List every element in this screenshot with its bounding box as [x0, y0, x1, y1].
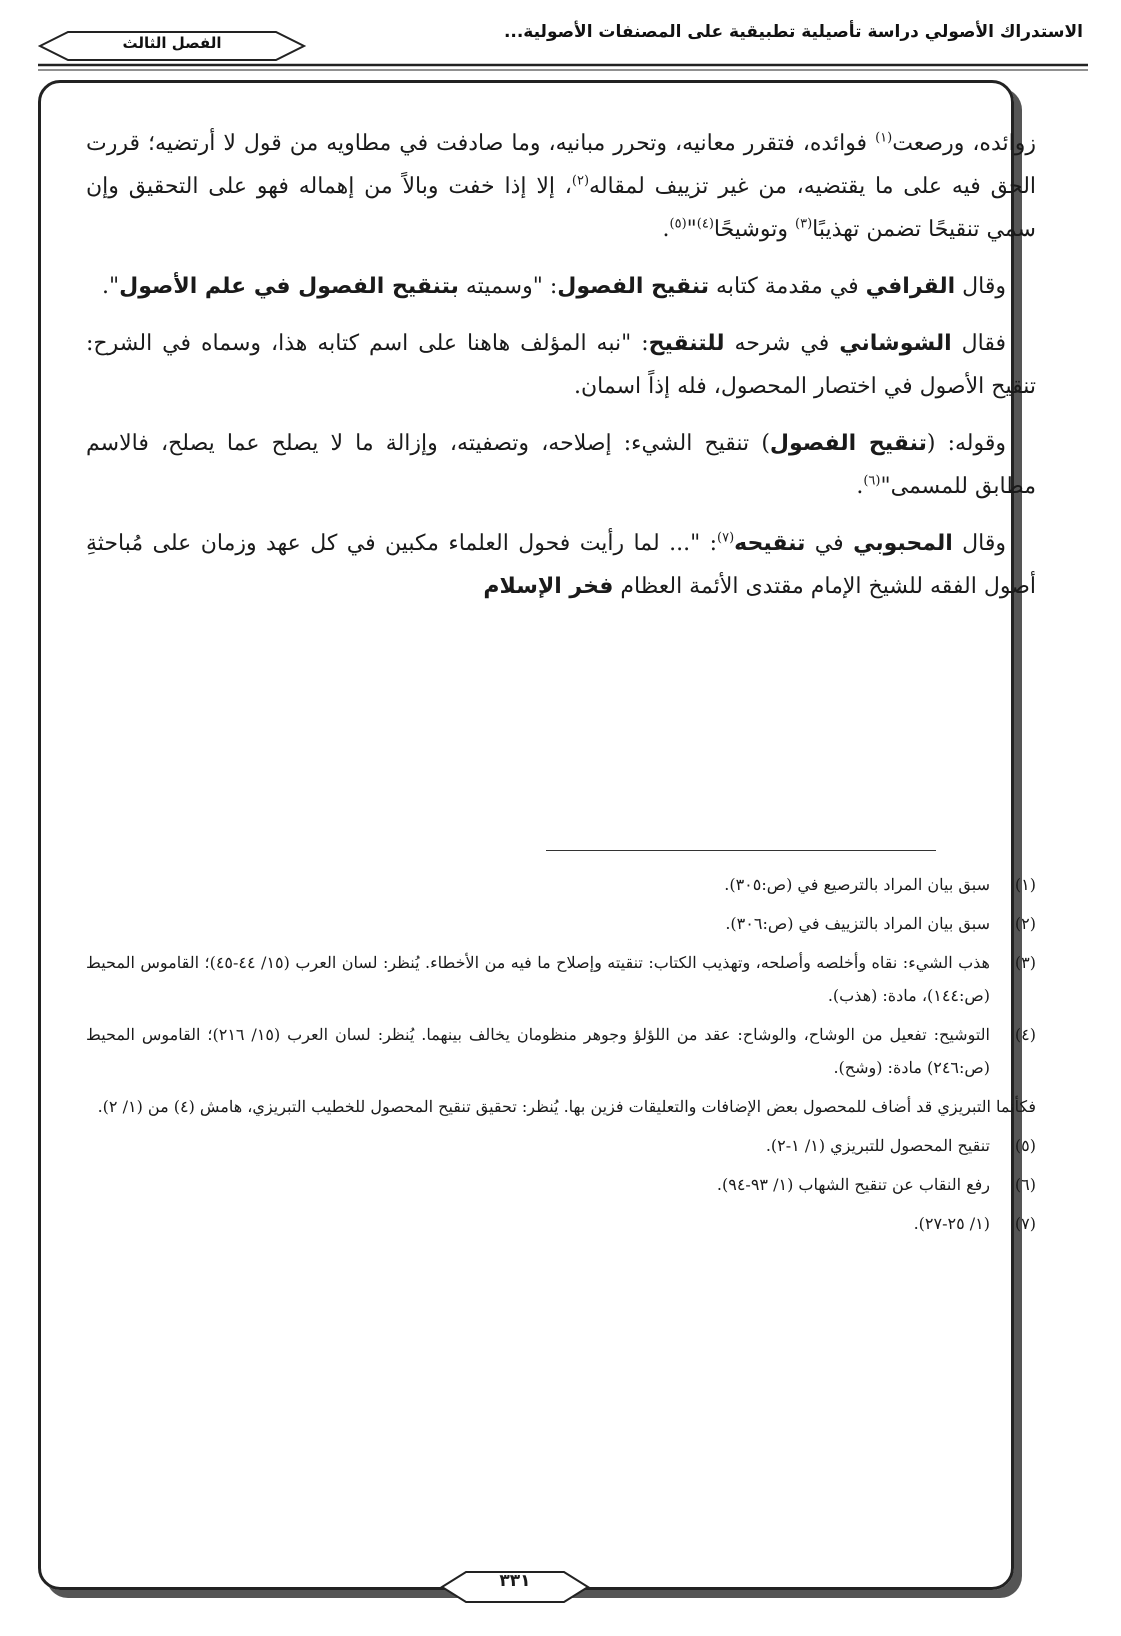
footnote-item: [86, 1207, 1036, 1240]
footnote-ref: (٧): [717, 530, 735, 546]
text-run: زوائده، ورصعت: [892, 131, 1036, 156]
text-run: : "... لما رأيت فحول العلماء مكبين في كل عهد وزمان على مُباحثةِ أصول الفقه للشيخ الإمام مقتدى الأئمة العظام: [86, 531, 1036, 599]
footnote-ref: (١): [875, 130, 893, 146]
text-run: : "وسميته: [458, 274, 558, 299]
main-text: [86, 122, 1036, 622]
running-book-title: الاستدراك الأصولي دراسة تأصيلية تطبيقية على المصنفات الأصولية...: [503, 22, 1083, 42]
footnote-ref: (٣): [795, 216, 813, 232]
footnote-item: [86, 1168, 1036, 1201]
text-run: في: [805, 531, 854, 556]
text-run: فوائده، فتقرر معانيه، وتحرر مبانيه، وما صادفت في مطاويه من قول لا أرتضيه؛ قررت الحق فيه على ما يقتضيه، من غير تزييف لمقاله: [86, 131, 1037, 199]
text-run: في شرحه: [724, 331, 840, 356]
footnotes: [86, 868, 1036, 1246]
text-run: ، إلا إذا خفت وبالاً من إهماله فهو على التحقيق وإن سمي تنقيحًا تضمن تهذيبًا: [86, 174, 1036, 242]
text-run: : "نبه المؤلف هاهنا على اسم كتابه هذا، وسماه في الشرح: تنقيح الأصول في اختصار المحصول، فله إذاً اسمان.: [86, 331, 1036, 399]
footnote-item: [86, 1018, 1036, 1084]
footnote-number: (٣): [1014, 953, 1036, 972]
footnote-number: (١): [1014, 875, 1036, 894]
text-run: .: [662, 217, 670, 242]
paragraph-4: [86, 422, 1036, 508]
footnote-separator: [546, 850, 936, 851]
keyword: تنقيحه: [734, 531, 806, 556]
footnote-item: [86, 907, 1036, 940]
footnote-number: (٧): [1014, 1214, 1036, 1233]
footnote-text: سبق بيان المراد بالترصيع في (ص:٣٠٥).: [724, 875, 990, 894]
keyword: المحبوبي: [853, 531, 953, 556]
keyword: تنقيح الفصول: [557, 274, 710, 299]
footnote-ref: (٦): [863, 473, 881, 489]
footnote-text: (١/ ٢٥-٢٧).: [913, 1214, 990, 1233]
text-run: ) تنقيح الشيء: إصلاحه، وتصفيته، وإزالة ما لا يصلح عما يصلح، فالاسم مطابق للمسمى": [86, 431, 1036, 499]
footnote-text: هذب الشيء: نقاه وأخلصه وأصلحه، وتهذيب الكتاب: تنقيته وإصلاح ما فيه من الأخطاء. يُنظر: لسان العرب (١٥/ ٤٤-٤٥)؛ القاموس المحيط (ص:١٤٤)، مادة: (هذب).: [86, 953, 990, 1005]
footnote-item: [86, 868, 1036, 901]
page-number: ٣٣١: [499, 1571, 531, 1591]
footnote-number: (٦): [1014, 1175, 1036, 1194]
footnote-number: (٢): [1014, 914, 1036, 933]
footnote-text: سبق بيان المراد بالتزييف في (ص:٣٠٦).: [725, 914, 990, 933]
footnote-item: [86, 946, 1036, 1012]
footnote-ref: (٤): [696, 216, 714, 232]
header-double-rule: [38, 63, 1088, 73]
keyword: تنقيح الفصول: [769, 431, 927, 456]
paragraph-5: [86, 522, 1036, 608]
footnote-text: تنقيح المحصول للتبريزي (١/ ١-٢).: [765, 1136, 990, 1155]
text-run: فقال: [951, 331, 1007, 356]
text-run: وقال: [952, 531, 1006, 556]
text-run: في مقدمة كتابه: [709, 274, 866, 299]
footnote-continuation: فكأنما التبريزي قد أضاف للمحصول بعض الإضافات والتعليقات فزين بها. يُنظر: تحقيق تنقيح المحصول للخطيب التبريزي، هامش (٤) من (١/ ٢).: [97, 1097, 1036, 1116]
footnote-number: (٤): [1014, 1025, 1036, 1044]
page-header: [0, 0, 1121, 70]
footnote-item: [86, 1129, 1036, 1162]
keyword: للتنقيح: [648, 331, 725, 356]
footnote-ref: (٥): [669, 216, 687, 232]
footnote-number: (٥): [1014, 1136, 1036, 1155]
paragraph-3: [86, 322, 1036, 408]
text-run: وقال: [955, 274, 1006, 299]
keyword: الشوشاني: [839, 331, 952, 356]
text-run: ".: [102, 274, 120, 299]
chapter-label: الفصل الثالث: [122, 34, 222, 52]
keyword: فخر الإسلام: [483, 574, 614, 599]
footnote-text: رفع النقاب عن تنقيح الشهاب (١/ ٩٣-٩٤).: [716, 1175, 990, 1194]
text-run: وقوله: (: [926, 431, 1007, 456]
keyword: بتنقيح الفصول في علم الأصول: [119, 274, 459, 299]
paragraph-2: [86, 265, 1036, 308]
text-run: .: [856, 474, 864, 499]
footnote-ref: (٢): [571, 173, 590, 189]
keyword: القرافي: [865, 274, 956, 299]
footnote-text: التوشيح: تفعيل من الوشاح، والوشاح: عقد من اللؤلؤ وجوهر منظومان يخالف بينهما. يُنظر: لسان العرب (١٥/ ٢١٦)؛ القاموس المحيط (ص:٢٤٦) مادة: (وشح).: [86, 1025, 991, 1077]
paragraph-1: [86, 122, 1036, 251]
text-run: ": [686, 217, 697, 242]
text-run: وتوشيحًا: [713, 217, 795, 242]
